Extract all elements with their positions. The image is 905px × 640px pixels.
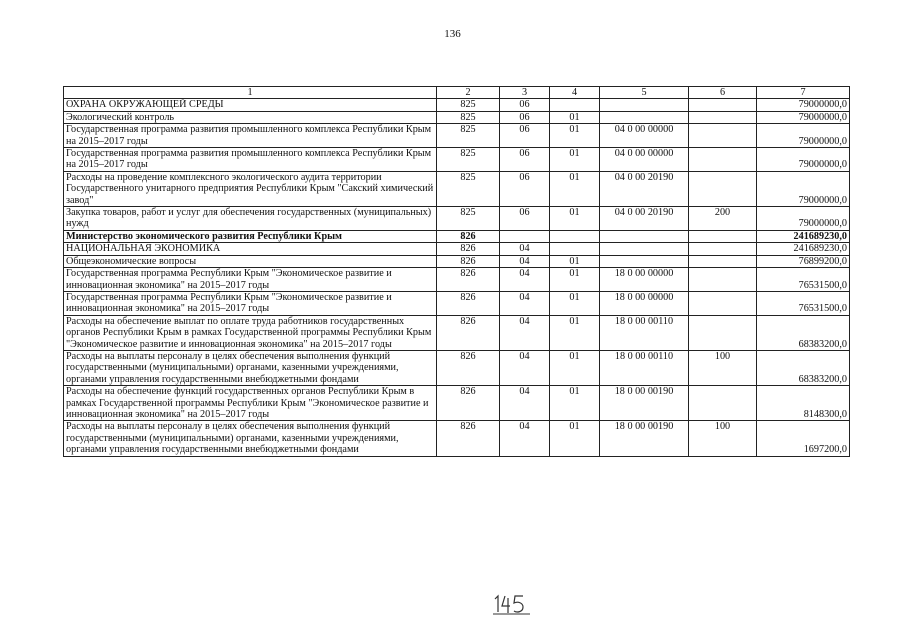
row-expense-type-cell: [689, 315, 757, 350]
row-subsection-cell: 01: [550, 124, 600, 148]
table-row: [64, 243, 850, 255]
row-name-cell: Расходы на выплаты персоналу в целях обеспечения выполнения функций государственными (муниципальными) органами, казенными учреждениями, органами управления государственными внебюджетными фондами: [64, 421, 437, 456]
row-subsection-cell: [550, 243, 600, 255]
row-code-cell: 826: [437, 268, 500, 292]
row-amount-cell: 76899200,0: [757, 255, 850, 267]
row-amount-cell: 79000000,0: [757, 207, 850, 231]
row-section-cell: 06: [500, 111, 550, 123]
row-code-cell: 826: [437, 291, 500, 315]
row-target-code-cell: [600, 99, 689, 111]
row-amount-cell: 1697200,0: [757, 421, 850, 456]
row-subsection-cell: 01: [550, 171, 600, 206]
table-row: [64, 255, 850, 267]
row-amount-cell: 79000000,0: [757, 148, 850, 172]
row-target-code-cell: 18 0 00 00000: [600, 291, 689, 315]
row-expense-type-cell: [689, 268, 757, 292]
row-subsection-cell: 01: [550, 111, 600, 123]
row-expense-type-cell: 200: [689, 207, 757, 231]
row-amount-cell: 76531500,0: [757, 268, 850, 292]
row-target-code-cell: 04 0 00 00000: [600, 148, 689, 172]
table-row: [64, 421, 850, 456]
column-header: 3: [500, 87, 550, 99]
table-row: [64, 350, 850, 385]
row-expense-type-cell: [689, 171, 757, 206]
row-section-cell: [500, 230, 550, 242]
row-amount-cell: 68383200,0: [757, 315, 850, 350]
row-section-cell: 06: [500, 148, 550, 172]
column-header: 6: [689, 87, 757, 99]
row-section-cell: 06: [500, 99, 550, 111]
row-target-code-cell: 18 0 00 00000: [600, 268, 689, 292]
row-section-cell: 04: [500, 350, 550, 385]
row-name-cell: Расходы на проведение комплексного экологического аудита территории Государственного унитарного предприятия Республики Крым "Сакский химический завод": [64, 171, 437, 206]
row-expense-type-cell: [689, 111, 757, 123]
row-section-cell: 04: [500, 255, 550, 267]
row-target-code-cell: 18 0 00 00190: [600, 386, 689, 421]
row-amount-cell: 68383200,0: [757, 350, 850, 385]
row-section-cell: 04: [500, 315, 550, 350]
table-row: [64, 315, 850, 350]
row-target-code-cell: [600, 111, 689, 123]
table-row: [64, 386, 850, 421]
row-section-cell: 04: [500, 268, 550, 292]
row-code-cell: 825: [437, 99, 500, 111]
row-name-cell: Государственная программа развития промышленного комплекса Республики Крым на 2015–2017 годы: [64, 148, 437, 172]
row-subsection-cell: 01: [550, 421, 600, 456]
row-name-cell: Расходы на обеспечение функций государственных органов Республики Крым в рамках Государственной программы Республики Крым "Экономическое развитие и инновационная экономика" на 2015–2017 годы: [64, 386, 437, 421]
table-row: [64, 148, 850, 172]
row-code-cell: 825: [437, 111, 500, 123]
table-row: [64, 268, 850, 292]
row-code-cell: 826: [437, 350, 500, 385]
column-header: 1: [64, 87, 437, 99]
row-subsection-cell: 01: [550, 255, 600, 267]
row-expense-type-cell: [689, 99, 757, 111]
row-section-cell: 06: [500, 171, 550, 206]
row-expense-type-cell: 100: [689, 421, 757, 456]
row-section-cell: 04: [500, 291, 550, 315]
table-header-row: [64, 87, 850, 99]
row-expense-type-cell: [689, 386, 757, 421]
row-subsection-cell: 01: [550, 291, 600, 315]
row-subsection-cell: 01: [550, 386, 600, 421]
row-target-code-cell: 18 0 00 00110: [600, 350, 689, 385]
row-name-cell: Государственная программа Республики Крым "Экономическое развитие и инновационная экономика" на 2015–2017 годы: [64, 268, 437, 292]
budget-table: [63, 86, 850, 457]
row-code-cell: 825: [437, 148, 500, 172]
row-target-code-cell: [600, 243, 689, 255]
row-code-cell: 826: [437, 421, 500, 456]
table-row: [64, 291, 850, 315]
page-number: 136: [444, 28, 461, 40]
row-target-code-cell: 04 0 00 00000: [600, 124, 689, 148]
row-amount-cell: 79000000,0: [757, 111, 850, 123]
row-amount-cell: 79000000,0: [757, 124, 850, 148]
row-name-cell: ОХРАНА ОКРУЖАЮЩЕЙ СРЕДЫ: [64, 99, 437, 111]
table-row: [64, 171, 850, 206]
column-header: 7: [757, 87, 850, 99]
row-expense-type-cell: [689, 148, 757, 172]
row-expense-type-cell: [689, 255, 757, 267]
row-subsection-cell: 01: [550, 350, 600, 385]
row-code-cell: 826: [437, 230, 500, 242]
row-section-cell: 06: [500, 124, 550, 148]
column-header: 2: [437, 87, 500, 99]
table-row: [64, 230, 850, 242]
row-subsection-cell: [550, 230, 600, 242]
table-row: [64, 124, 850, 148]
row-section-cell: 04: [500, 386, 550, 421]
row-target-code-cell: [600, 255, 689, 267]
row-subsection-cell: 01: [550, 268, 600, 292]
row-target-code-cell: 18 0 00 00190: [600, 421, 689, 456]
row-target-code-cell: [600, 230, 689, 242]
row-amount-cell: 241689230,0: [757, 243, 850, 255]
row-expense-type-cell: [689, 243, 757, 255]
row-name-cell: Расходы на обеспечение выплат по оплате труда работников государственных органов Республики Крым в рамках Государственной программы Республики Крым "Экономическое развитие и инновационная экономика" на 2015–2017 годы: [64, 315, 437, 350]
row-name-cell: Государственная программа Республики Крым "Экономическое развитие и инновационная экономика" на 2015–2017 годы: [64, 291, 437, 315]
row-section-cell: 06: [500, 207, 550, 231]
column-header: 5: [600, 87, 689, 99]
row-amount-cell: 79000000,0: [757, 99, 850, 111]
row-subsection-cell: 01: [550, 207, 600, 231]
row-section-cell: 04: [500, 421, 550, 456]
row-name-cell: Расходы на выплаты персоналу в целях обеспечения выполнения функций государственными (муниципальными) органами, казенными учреждениями, органами управления государственными внебюджетными фондами: [64, 350, 437, 385]
row-target-code-cell: 04 0 00 20190: [600, 207, 689, 231]
handwritten-page-mark: [492, 592, 532, 616]
row-amount-cell: 79000000,0: [757, 171, 850, 206]
row-code-cell: 825: [437, 171, 500, 206]
row-code-cell: 826: [437, 386, 500, 421]
row-expense-type-cell: [689, 124, 757, 148]
row-name-cell: Государственная программа развития промышленного комплекса Республики Крым на 2015–2017 годы: [64, 124, 437, 148]
row-amount-cell: 76531500,0: [757, 291, 850, 315]
column-header: 4: [550, 87, 600, 99]
row-name-cell: НАЦИОНАЛЬНАЯ ЭКОНОМИКА: [64, 243, 437, 255]
row-code-cell: 826: [437, 315, 500, 350]
row-target-code-cell: 04 0 00 20190: [600, 171, 689, 206]
row-name-cell: Общеэкономические вопросы: [64, 255, 437, 267]
row-expense-type-cell: [689, 230, 757, 242]
table-row: [64, 99, 850, 111]
row-code-cell: 826: [437, 243, 500, 255]
row-subsection-cell: 01: [550, 148, 600, 172]
row-subsection-cell: 01: [550, 315, 600, 350]
table-row: [64, 207, 850, 231]
row-name-cell: Закупка товаров, работ и услуг для обеспечения государственных (муниципальных) нужд: [64, 207, 437, 231]
table-row: [64, 111, 850, 123]
row-code-cell: 825: [437, 124, 500, 148]
row-code-cell: 825: [437, 207, 500, 231]
row-expense-type-cell: 100: [689, 350, 757, 385]
row-name-cell: Экологический контроль: [64, 111, 437, 123]
row-subsection-cell: [550, 99, 600, 111]
row-amount-cell: 241689230,0: [757, 230, 850, 242]
row-amount-cell: 8148300,0: [757, 386, 850, 421]
row-target-code-cell: 18 0 00 00110: [600, 315, 689, 350]
row-name-cell: Министерство экономического развития Республики Крым: [64, 230, 437, 242]
row-expense-type-cell: [689, 291, 757, 315]
row-section-cell: 04: [500, 243, 550, 255]
row-code-cell: 826: [437, 255, 500, 267]
